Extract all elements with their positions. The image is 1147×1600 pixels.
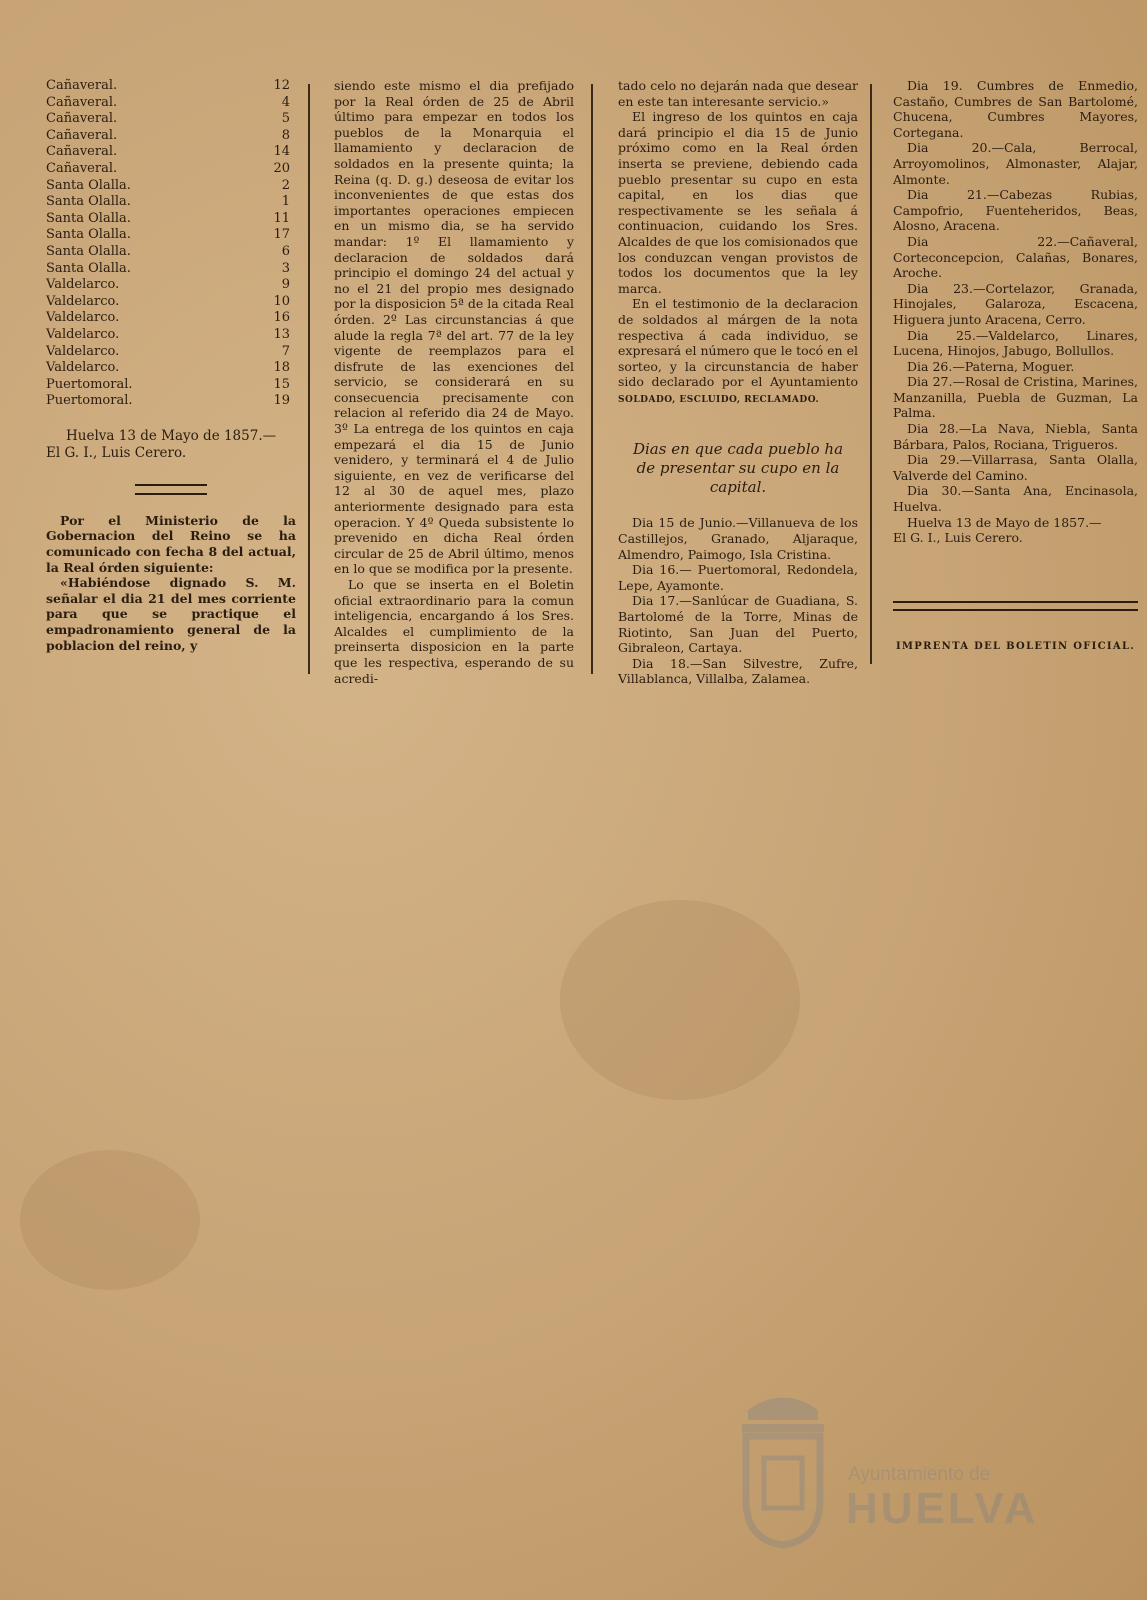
- signoff-col1: [46, 428, 296, 462]
- signoff-signature: El G. I., Luis Cerero.: [46, 444, 187, 461]
- schedule-entry: Dia 18.—San Silvestre, Zufre, Villablanca, Villalba, Zalamea.: [618, 655, 858, 687]
- quota-row: [46, 310, 296, 327]
- quota-number: 20: [273, 160, 290, 176]
- town-name: Puertomoral.: [46, 393, 133, 409]
- watermark: [728, 1380, 1068, 1550]
- column-1: [46, 78, 296, 653]
- quota-number: 4: [281, 94, 290, 110]
- schedule-entry: Dia 23.—Cortelazor, Granada, Hinojales, Galaroza, Escacena, Higuera junto Aracena, Cerro.: [893, 280, 1138, 327]
- watermark-line1: Ayuntamiento de: [848, 1464, 991, 1485]
- schedule-entry: Dia 26.—Paterna, Moguer.: [907, 358, 1075, 374]
- schedule-entry: Dia 30.—Santa Ana, Encinasola, Huelva.: [893, 483, 1138, 515]
- schedule-entry: Dia 28.—La Nava, Niebla, Santa Bárbara, Palos, Rociana, Trigueros.: [893, 421, 1138, 452]
- quota-row: [46, 144, 296, 161]
- testimonio-text: En el testimonio de la declaracion de soldados al márgen de la nota respectiva á cada individuo, se expresará el número que le tocó en el sorteo, y la circunstancia de haber sido declarado por el Ayuntamiento: [618, 296, 858, 390]
- schedule-entry: Dia 15 de Junio.—Villanueva de los Castillejos, Granado, Aljaraque, Almendro, Paimogo, Isla Cristina.: [618, 515, 858, 562]
- quota-row: [46, 344, 296, 361]
- quota-row: [46, 95, 296, 112]
- royal-order-start: «Habiéndose dignado S. M. señalar el dia 21 del mes corriente para que se practique el empadronamiento general de la poblacion del reino, y: [46, 575, 296, 653]
- ingreso-paragraph: El ingreso de los quintos en caja dará principio el dia 15 de Junio próximo como en la Real órden inserta se previene, debiendo cada pueblo presentar su cupo en esta capital, en los dias que respectivamente se les señala á continuacion, cuidando los Sres. Alcaldes de que los comisionados que los conduzcan vengan provistos de todos los documentos que la ley marca.: [618, 109, 858, 296]
- schedule-entry: Dia 27.—Rosal de Cristina, Marines, Manzanilla, Puebla de Guzman, La Palma.: [893, 374, 1138, 421]
- schedule-list-col4: [893, 78, 1138, 515]
- quota-number: 17: [273, 227, 290, 243]
- town-name: Cañaveral.: [46, 78, 118, 93]
- schedule-entry: Dia 22.—Cañaveral, Corteconcepcion, Calañas, Bonares, Aroche.: [893, 233, 1138, 281]
- quota-row: [46, 261, 296, 278]
- town-name: Santa Olalla.: [46, 227, 131, 243]
- quota-number: 3: [281, 260, 290, 276]
- ornament-rule: [893, 601, 1138, 611]
- quota-number: 10: [273, 293, 290, 309]
- signoff-date-col4: Huelva 13 de Mayo de 1857.—: [907, 514, 1102, 530]
- town-name: Santa Olalla.: [46, 260, 131, 276]
- quota-row: [46, 244, 296, 261]
- quota-number: 1: [281, 194, 290, 210]
- quota-row: [46, 211, 296, 228]
- town-name: Valdelarco.: [46, 343, 120, 359]
- paper-stain: [20, 1150, 200, 1290]
- schedule-list-col3: [618, 515, 858, 687]
- column-3: [618, 78, 858, 687]
- schedule-entry: Dia 29.—Villarrasa, Santa Olalla, Valverde del Camino.: [893, 452, 1138, 483]
- quota-row: [46, 377, 296, 394]
- quota-list: [46, 78, 296, 410]
- quota-number: 8: [281, 127, 290, 143]
- quota-number: 13: [273, 326, 290, 342]
- town-name: Santa Olalla.: [46, 243, 131, 259]
- quota-row: [46, 393, 296, 410]
- schedule-entry: Dia 25.—Valdelarco, Linares, Lucena, Hinojos, Jabugo, Bollullos.: [893, 327, 1138, 359]
- town-name: Cañaveral.: [46, 160, 118, 176]
- town-name: Santa Olalla.: [46, 194, 131, 210]
- quota-number: 19: [273, 393, 290, 409]
- quota-row: [46, 277, 296, 294]
- schedule-entry: Dia 20.—Cala, Berrocal, Arroyomolinos, Almonaster, Alajar, Almonte.: [893, 140, 1138, 187]
- ornament-rule: [135, 484, 207, 495]
- town-name: Valdelarco.: [46, 293, 120, 309]
- quota-number: 7: [281, 343, 290, 359]
- quota-number: 16: [273, 310, 290, 326]
- status-caps: SOLDADO, ESCLUIDO, RECLAMADO.: [618, 394, 820, 405]
- town-name: Puertomoral.: [46, 376, 133, 392]
- quota-number: 18: [273, 360, 290, 376]
- town-name: Valdelarco.: [46, 326, 120, 342]
- service-paragraph: tado celo no dejarán nada que desear en este tan interesante servicio.»: [618, 78, 858, 109]
- town-name: Valdelarco.: [46, 277, 120, 293]
- ministry-paragraph: Por el Ministerio de la Gobernacion del Reino se ha comunicado con fecha 8 del actual, la Real órden siguiente:: [46, 512, 296, 575]
- town-name: Cañaveral.: [46, 111, 118, 127]
- town-name: Valdelarco.: [46, 360, 120, 376]
- insertion-paragraph: Lo que se inserta en el Boletin oficial extraordinario para la comun inteligencia, encargando á los Sres. Alcaldes el cumplimiento de la preinserta disposicion en la parte que les respectiva, esperando de su acredi-: [334, 577, 574, 686]
- column-divider: [870, 84, 872, 664]
- quota-row: [46, 194, 296, 211]
- schedule-entry: Dia 16.— Puertomoral, Redondela, Lepe, Ayamonte.: [618, 562, 858, 593]
- schedule-entry: Dia 21.—Cabezas Rubias, Campofrio, Fuenteheridos, Beas, Alosno, Aracena.: [893, 187, 1138, 234]
- town-name: Cañaveral.: [46, 144, 118, 160]
- quota-row: [46, 294, 296, 311]
- quota-number: 11: [273, 210, 290, 226]
- quota-number: 2: [281, 177, 290, 193]
- quota-number: 6: [281, 243, 290, 259]
- quota-number: 15: [273, 376, 290, 392]
- quota-number: 9: [281, 277, 290, 293]
- quota-row: [46, 178, 296, 195]
- watermark-line2: HUELVA: [846, 1484, 1039, 1533]
- royal-order-body: siendo este mismo el dia prefijado por la Real órden de 25 de Abril último para empezar en todos los pueblos de la Monarquia el llamamiento y declaracion de soldados en la presente quinta; la Reina (q. D. g.) deseosa de evitar los inconvenientes de que estas dos importantes operaciones empiecen en un mismo dia, se ha servido mandar: 1º El llamamiento y declaracion de soldados dará principio el domingo 24 del actual y no el 21 del propio mes designado por la disposicion 5ª de la citada Real órden. 2º Las circunstancias á que alude la regla 7ª del art. 77 de la ley vigente de reemplazos para el disfrute de las exenciones del servicio, se considerará en su consecuencia precisamente con relacion al referido dia 24 de Mayo. 3º La entrega de los quintos en caja empezará el dia 15 de Junio venidero, y terminará el 4 de Julio siguiente, en vez de verificarse del 12 al 30 de aquel mes, plazo anteriormente designado para esta operacion. Y 4º Queda subsistente lo prevenido en dicha Real órden circular de 25 de Abril último, menos en lo que se modifica por la presente.: [334, 78, 574, 577]
- section-title: Dias en que cada pueblo ha de presentar su cupo en la capital.: [632, 440, 844, 497]
- column-2: [334, 78, 574, 686]
- column-4: [893, 78, 1138, 654]
- quota-row: [46, 227, 296, 244]
- town-name: Cañaveral.: [46, 127, 118, 143]
- column-divider: [308, 84, 310, 674]
- quota-row: [46, 128, 296, 145]
- signoff-date: Huelva 13 de Mayo de 1857.—: [66, 427, 277, 444]
- schedule-entry: Dia 17.—Sanlúcar de Guadiana, S. Bartolomé de la Torre, Minas de Riotinto, San Juan del Puerto, Gibraleon, Cartaya.: [618, 593, 858, 656]
- quota-row: [46, 161, 296, 178]
- column-divider: [591, 84, 593, 674]
- quota-number: 5: [281, 111, 290, 127]
- town-name: Santa Olalla.: [46, 210, 131, 226]
- quota-row: [46, 327, 296, 344]
- town-name: Santa Olalla.: [46, 177, 131, 193]
- schedule-entry: Dia 19. Cumbres de Enmedio, Castaño, Cumbres de San Bartolomé, Chucena, Cumbres Mayores, Cortegana.: [893, 78, 1138, 140]
- quota-row: [46, 78, 296, 95]
- town-name: Cañaveral.: [46, 94, 118, 110]
- quota-number: 14: [273, 144, 290, 160]
- town-name: Valdelarco.: [46, 310, 120, 326]
- paper-stain: [560, 900, 800, 1100]
- testimonio-paragraph: [618, 296, 858, 408]
- signoff-signature-col4: El G. I., Luis Cerero.: [893, 530, 1023, 546]
- quota-row: [46, 360, 296, 377]
- quota-row: [46, 111, 296, 128]
- coat-of-arms-icon: [728, 1380, 838, 1550]
- printer-imprint: IMPRENTA DEL BOLETIN OFICIAL.: [895, 640, 1136, 652]
- quota-number: 12: [273, 78, 290, 93]
